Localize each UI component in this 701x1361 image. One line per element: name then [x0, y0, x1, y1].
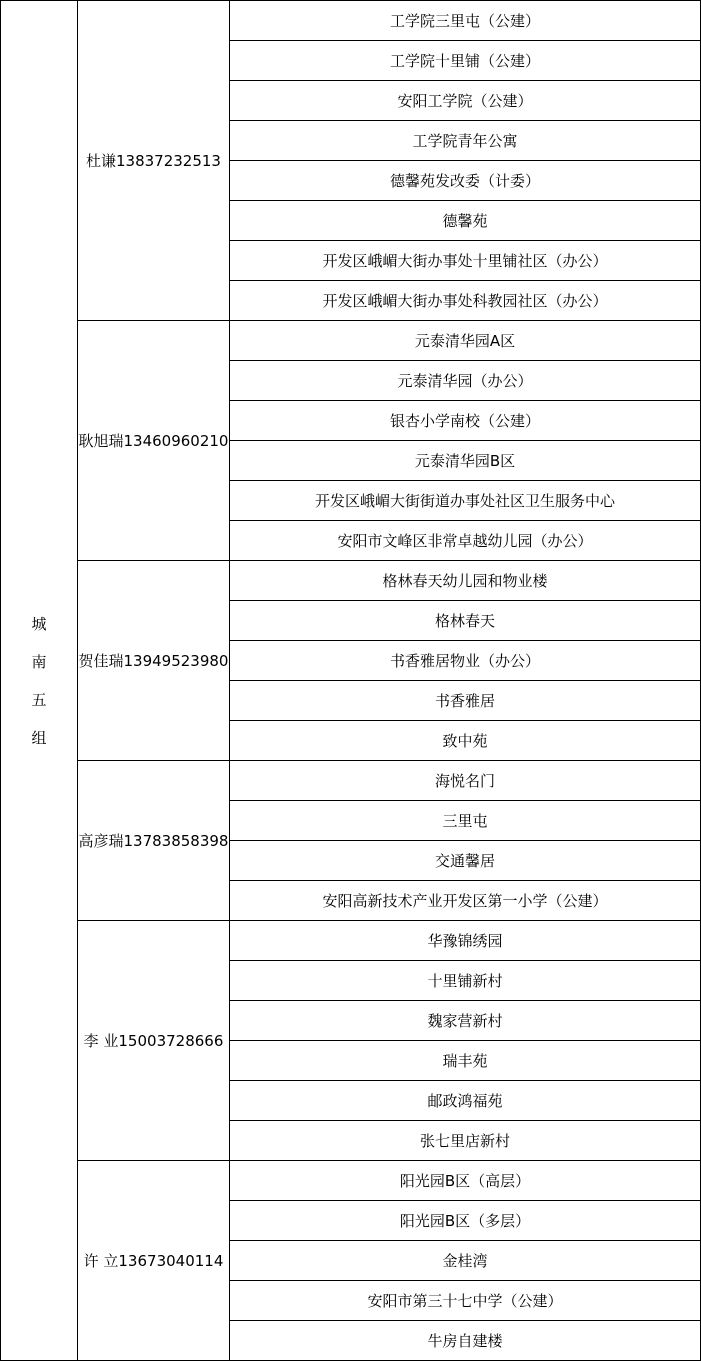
place-cell: 安阳高新技术产业开发区第一小学（公建）	[230, 881, 701, 921]
group-name-char: 南	[31, 652, 47, 671]
group-name-char: 城	[31, 614, 47, 633]
place-cell: 牛房自建楼	[230, 1321, 701, 1361]
place-cell: 格林春天幼儿园和物业楼	[230, 561, 701, 601]
place-cell: 张七里店新村	[230, 1121, 701, 1161]
place-cell: 瑞丰苑	[230, 1041, 701, 1081]
place-cell: 三里屯	[230, 801, 701, 841]
place-cell: 安阳工学院（公建）	[230, 81, 701, 121]
place-cell: 海悦名门	[230, 761, 701, 801]
team-leader-cell: 耿旭瑞13460960210	[78, 321, 230, 561]
place-cell: 工学院十里铺（公建）	[230, 41, 701, 81]
group-name-cell	[1, 1, 78, 1361]
group-name-char: 五	[31, 690, 47, 709]
table-row	[1, 1, 701, 41]
team-leader-cell: 高彦瑞13783858398	[78, 761, 230, 921]
place-cell: 德馨苑	[230, 201, 701, 241]
place-cell: 魏家营新村	[230, 1001, 701, 1041]
place-cell: 安阳市第三十七中学（公建）	[230, 1281, 701, 1321]
place-cell: 元泰清华园A区	[230, 321, 701, 361]
place-cell: 华豫锦绣园	[230, 921, 701, 961]
table-row	[1, 761, 701, 801]
place-cell: 交通馨居	[230, 841, 701, 881]
place-cell: 银杏小学南校（公建）	[230, 401, 701, 441]
table-row	[1, 561, 701, 601]
group-name-char: 组	[31, 728, 47, 747]
place-cell: 安阳市文峰区非常卓越幼儿园（办公）	[230, 521, 701, 561]
place-cell: 书香雅居物业（办公）	[230, 641, 701, 681]
place-cell: 致中苑	[230, 721, 701, 761]
place-cell: 书香雅居	[230, 681, 701, 721]
place-cell: 金桂湾	[230, 1241, 701, 1281]
team-leader-cell: 许 立13673040114	[78, 1161, 230, 1361]
table-row	[1, 321, 701, 361]
table-row	[1, 921, 701, 961]
team-leader-cell: 杜谦13837232513	[78, 1, 230, 321]
assignment-table-body	[1, 1, 701, 1361]
place-cell: 德馨苑发改委（计委）	[230, 161, 701, 201]
place-cell: 格林春天	[230, 601, 701, 641]
place-cell: 开发区峨嵋大街办事处科教园社区（办公）	[230, 281, 701, 321]
place-cell: 工学院青年公寓	[230, 121, 701, 161]
place-cell: 工学院三里屯（公建）	[230, 1, 701, 41]
place-cell: 元泰清华园B区	[230, 441, 701, 481]
place-cell: 开发区峨嵋大街办事处十里铺社区（办公）	[230, 241, 701, 281]
table-row	[1, 1161, 701, 1201]
place-cell: 开发区峨嵋大街街道办事处社区卫生服务中心	[230, 481, 701, 521]
team-leader-cell: 李 业15003728666	[78, 921, 230, 1161]
place-cell: 元泰清华园（办公）	[230, 361, 701, 401]
place-cell: 十里铺新村	[230, 961, 701, 1001]
place-cell: 阳光园B区（高层）	[230, 1161, 701, 1201]
place-cell: 邮政鸿福苑	[230, 1081, 701, 1121]
team-leader-cell: 贺佳瑞13949523980	[78, 561, 230, 761]
place-cell: 阳光园B区（多层）	[230, 1201, 701, 1241]
